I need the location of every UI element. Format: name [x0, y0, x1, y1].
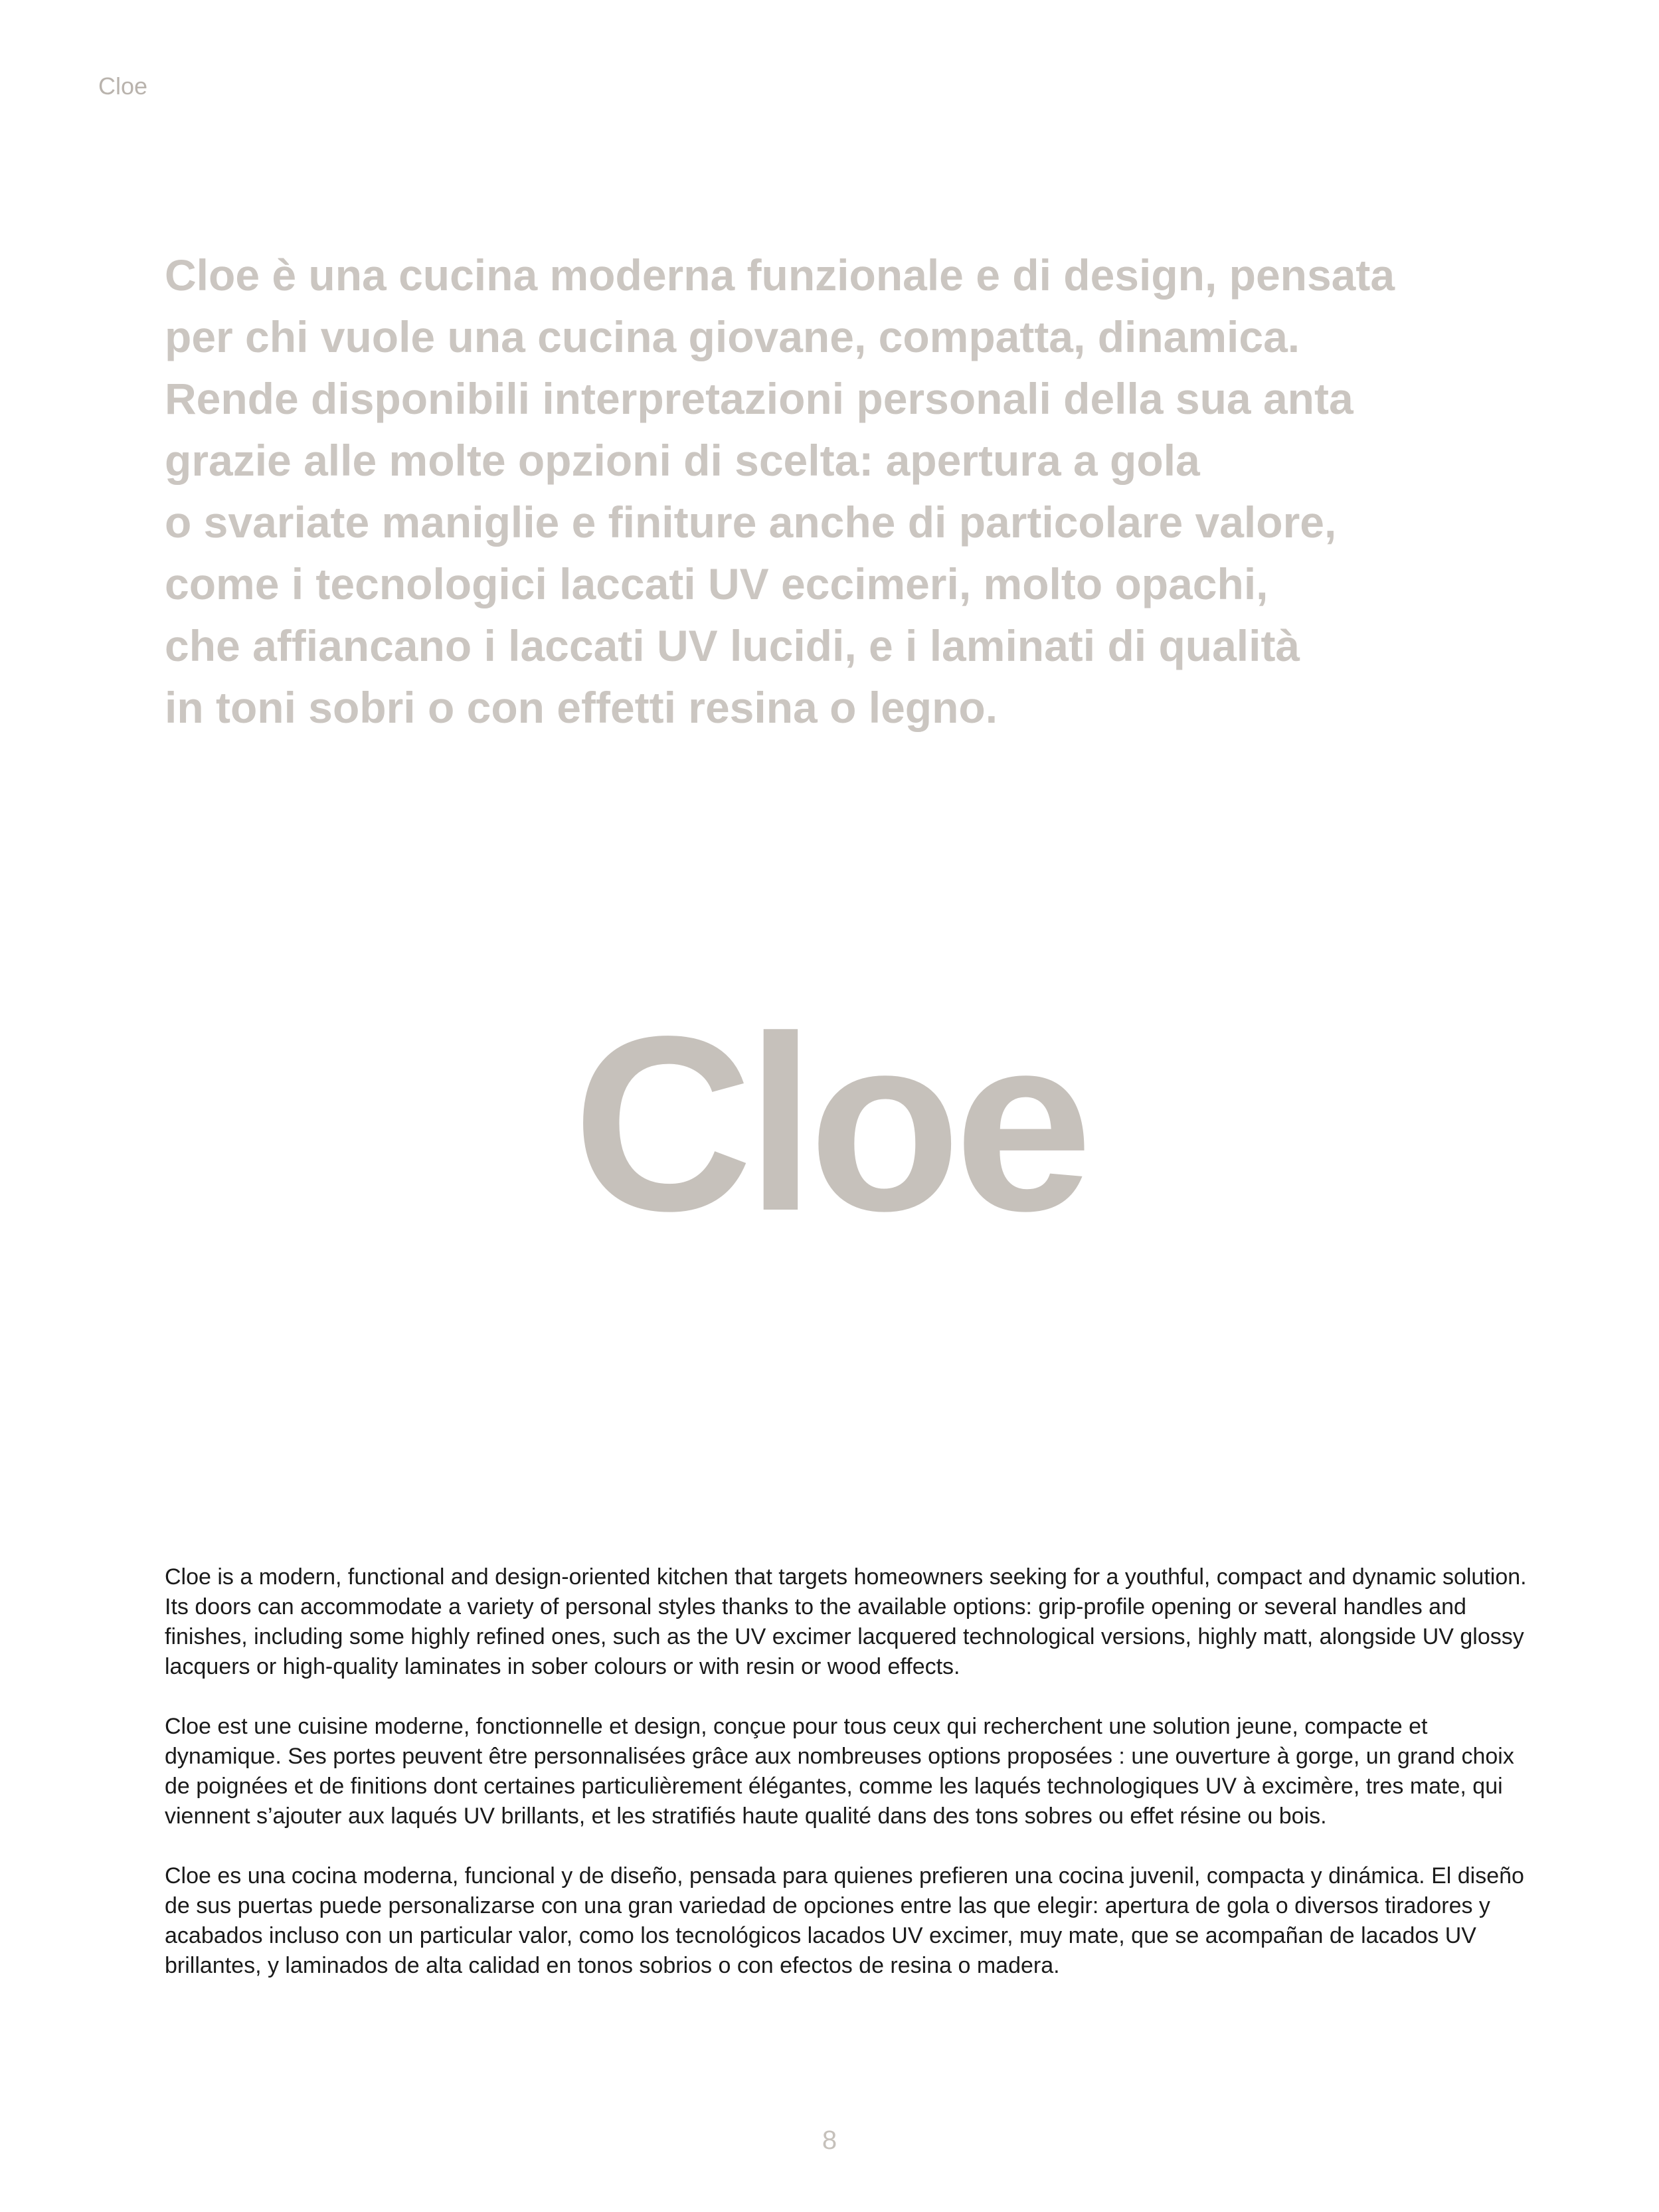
- product-title: Cloe: [572, 985, 1087, 1263]
- translations-block: [165, 1562, 1533, 2011]
- paragraph-spanish: Cloe es una cocina moderna, funcional y de diseño, pensada para quienes prefieren una cocina juvenil, compacta y dinámica. El diseño de sus puertas puede personalizarse con una gran variedad de opciones entre las que elegir: apertura de gola o diversos tiradores y acabados incluso con un particular valor, como los tecnológicos lacados UV excimer, muy mate, que se acompañan de lacados UV brillantes, y laminados de alta calidad en tonos sobrios o con efectos de resina o madera.: [165, 1863, 1524, 1978]
- intro-line: in toni sobri o con effetti resina o legno.: [165, 683, 998, 732]
- intro-line: Rende disponibili interpretazioni personali della sua anta: [165, 374, 1353, 423]
- page-number: 8: [822, 2126, 837, 2155]
- paragraph-english: Cloe is a modern, functional and design-oriented kitchen that targets homeowners seeking for a youthful, compact and dynamic solution. Its doors can accommodate a variety of personal styles thanks to the available options: grip-profile opening or several handles and finishes, including some highly refined ones, such as the UV excimer lacquered technological versions, highly matt, alongside UV glossy lacquers or high-quality laminates in sober colours or with resin or wood effects.: [165, 1564, 1527, 1679]
- paragraph-french: Cloe est une cuisine moderne, fonctionnelle et design, conçue pour tous ceux qui recherchent une solution jeune, compacte et dynamique. Ses portes peuvent être personnalisées grâce aux nombreuses options proposées : une ouverture à gorge, un grand choix de poignées et de finitions dont certaines particulièrement élégantes, comme les laqués technologiques UV à excimère, tres mate, qui viennent s’ajouter aux laqués UV brillants, et les stratifiés haute qualité dans des tons sobres ou effet résine ou bois.: [165, 1714, 1514, 1829]
- intro-line: o svariate maniglie e finiture anche di particolare valore,: [165, 498, 1337, 547]
- intro-line: grazie alle molte opzioni di scelta: apertura a gola: [165, 436, 1200, 485]
- running-header: Cloe: [98, 72, 148, 100]
- intro-line: come i tecnologici laccati UV eccimeri, molto opachi,: [165, 559, 1268, 608]
- intro-line: che affiancano i laccati UV lucidi, e i laminati di qualità: [165, 621, 1300, 670]
- intro-line: per chi vuole una cucina giovane, compatta, dinamica.: [165, 312, 1300, 361]
- intro-line: Cloe è una cucina moderna funzionale e di design, pensata: [165, 250, 1395, 300]
- intro-paragraph-italian: [165, 244, 1559, 739]
